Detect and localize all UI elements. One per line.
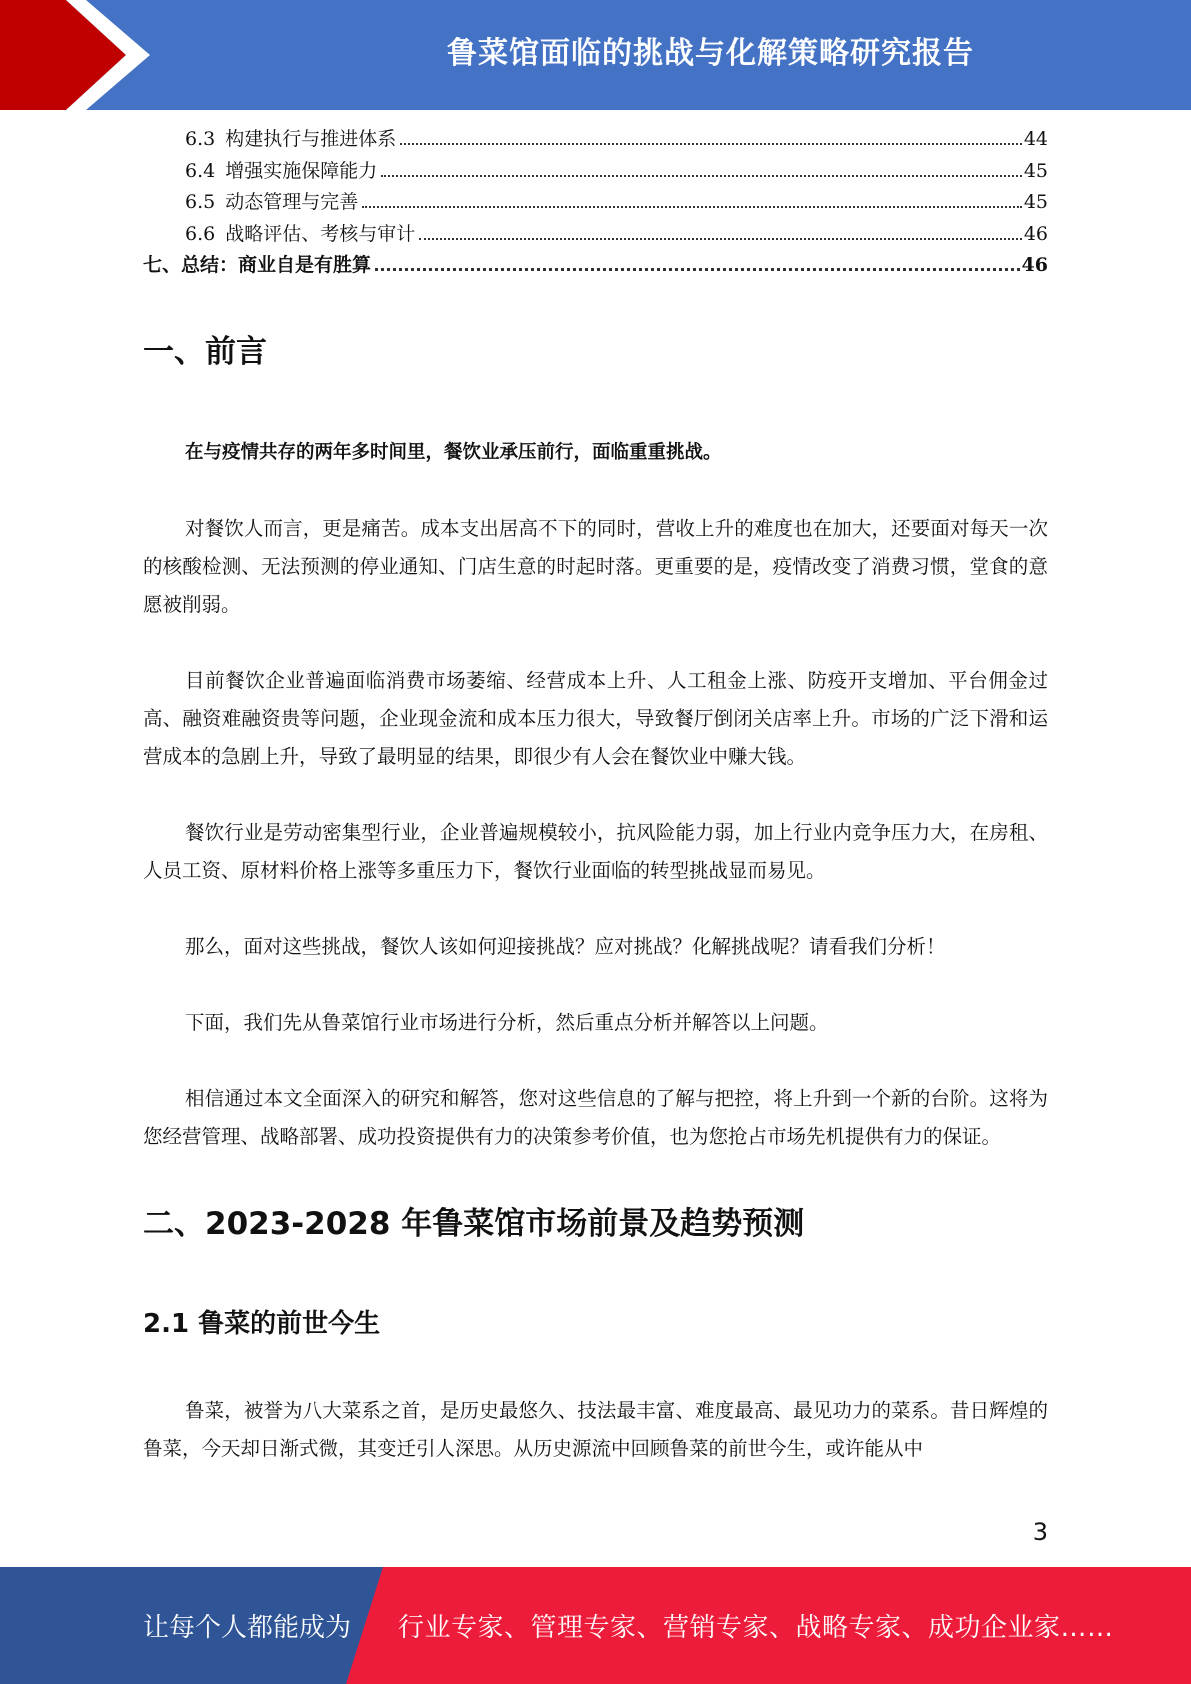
toc-entry-page: 45 [1023, 159, 1048, 182]
toc-entry[interactable] [143, 219, 1048, 251]
toc-entry-number: 6.4 [185, 159, 216, 182]
toc-entry-number: 6.6 [185, 222, 216, 245]
toc-dot-leader [419, 238, 1022, 240]
body-paragraph: 那么，面对这些挑战，餐饮人该如何迎接挑战？应对挑战？化解挑战呢？请看我们分析！ [185, 934, 946, 958]
toc-entry-number: 6.3 [185, 128, 216, 150]
table-of-contents [143, 124, 1048, 282]
document-title: 鲁菜馆面临的挑战与化解策略研究报告 [447, 36, 974, 71]
toc-entry[interactable] [143, 124, 1048, 156]
body-paragraph: 相信通过本文全面深入的研究和解答，您对这些信息的了解与把控，将上升到一个新的台阶。这将为您经营管理、战略部署、成功投资提供有力的决策参考价值，也为您抢占市场先机提供有力的保证。 [143, 1086, 1048, 1148]
body-paragraph: 餐饮行业是劳动密集型行业，企业普遍规模较小，抗风险能力弱，加上行业内竞争压力大，在房租、人员工资、原材料价格上涨等多重压力下，餐饮行业面临的转型挑战显而易见。 [143, 820, 1048, 882]
toc-dot-leader [362, 206, 1022, 208]
footer-slogan-right: 行业专家、管理专家、营销专家、战略专家、成功企业家…… [398, 1613, 1114, 1643]
footer-slogan-left: 让每个人都能成为 [143, 1613, 352, 1643]
subsection-heading: 2.1 鲁菜的前世今生 [143, 1308, 381, 1339]
toc-entry-page: 44 [1023, 128, 1048, 150]
toc-dot-leader [381, 175, 1022, 177]
toc-entry-label: 战略评估、考核与审计 [225, 222, 416, 245]
toc-entry-chapter[interactable] [143, 250, 1048, 282]
section-heading-forecast: 二、2023-2028 年鲁菜馆市场前景及趋势预测 [143, 1205, 805, 1242]
toc-dot-leader [400, 143, 1022, 145]
toc-entry-page: 46 [1023, 222, 1048, 245]
toc-entry-page: 45 [1023, 191, 1048, 213]
toc-entry[interactable] [143, 156, 1048, 188]
toc-dot-leader [375, 268, 1020, 271]
body-paragraph: 目前餐饮企业普遍面临消费市场萎缩、经营成本上升、人工租金上涨、防疫开支增加、平台佣金过高、融资难融资贵等问题，企业现金流和成本压力很大，导致餐厅倒闭关店率上升。市场的广泛下滑和运营成本的急剧上升，导致了最明显的结果，即很少有人会在餐饮业中赚大钱。 [143, 668, 1048, 768]
page-footer [0, 1567, 1191, 1684]
body-paragraph: 鲁菜，被誉为八大菜系之首，是历史最悠久、技法最丰富、难度最高、最见功力的菜系。昔日辉煌的鲁菜，今天却日渐式微，其变迁引人深思。从历史源流中回顾鲁菜的前世今生，或许能从中 [143, 1398, 1048, 1460]
toc-entry-label: 增强实施保障能力 [225, 159, 378, 182]
page-header [0, 0, 1191, 110]
toc-entry-page: 46 [1021, 254, 1048, 276]
page-number: 3 [1032, 1518, 1048, 1546]
toc-entry-label: 七、总结：商业自是有胜算 [143, 254, 372, 276]
lead-paragraph: 在与疫情共存的两年多时间里，餐饮业承压前行，面临重重挑战。 [185, 441, 722, 463]
toc-entry-label: 构建执行与推进体系 [225, 128, 397, 150]
toc-entry[interactable] [143, 187, 1048, 219]
toc-entry-number: 6.5 [185, 191, 216, 213]
toc-entry-label: 动态管理与完善 [225, 191, 359, 213]
page-content [143, 124, 1048, 1468]
section-heading-preface: 一、前言 [143, 333, 267, 370]
body-paragraph: 对餐饮人而言，更是痛苦。成本支出居高不下的同时，营收上升的难度也在加大，还要面对每天一次的核酸检测、无法预测的停业通知、门店生意的时起时落。更重要的是，疫情改变了消费习惯，堂食的意愿被削弱。 [143, 516, 1048, 616]
body-paragraph: 下面，我们先从鲁菜馆行业市场进行分析，然后重点分析并解答以上问题。 [185, 1010, 829, 1034]
